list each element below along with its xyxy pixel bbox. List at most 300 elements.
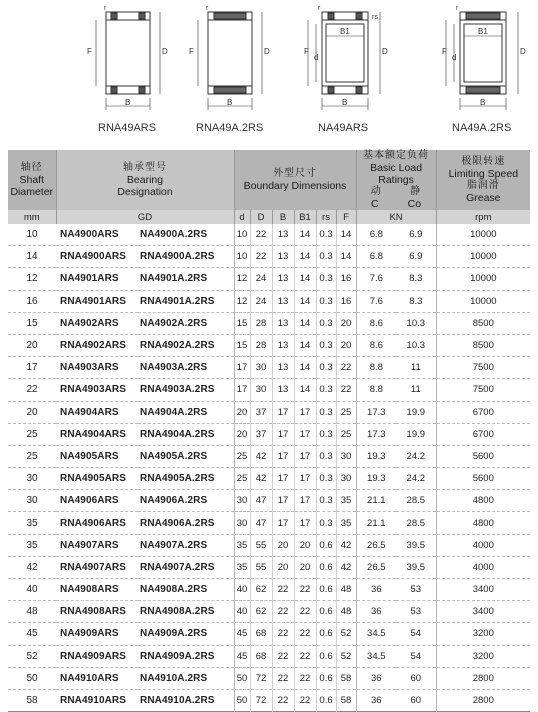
figure-dim-b: B bbox=[342, 98, 348, 107]
rs-cell: 0.3 bbox=[316, 401, 336, 423]
outer-d-cell: 62 bbox=[250, 601, 272, 623]
designation-ars-cell: NA4904ARS bbox=[56, 401, 138, 423]
header-dimensions bbox=[234, 150, 356, 210]
designation-ars-cell: NA4906ARS bbox=[56, 490, 138, 512]
outer-d-cell: 22 bbox=[250, 246, 272, 268]
f-cell: 25 bbox=[336, 423, 356, 445]
bore-d-cell: 50 bbox=[234, 689, 250, 711]
width-b1-cell: 17 bbox=[294, 401, 316, 423]
dynamic-load-cell: 19.3 bbox=[356, 445, 396, 467]
width-b-cell: 20 bbox=[272, 534, 294, 556]
bore-d-cell: 20 bbox=[234, 401, 250, 423]
bore-d-cell: 25 bbox=[234, 445, 250, 467]
f-cell: 16 bbox=[336, 268, 356, 290]
width-b-cell: 22 bbox=[272, 667, 294, 689]
designation-2rs-cell: NA4901A.2RS bbox=[138, 268, 234, 290]
bore-d-cell: 12 bbox=[234, 290, 250, 312]
dynamic-load-cell: 21.1 bbox=[356, 512, 396, 534]
figure-dim-r: r bbox=[104, 5, 107, 12]
bore-d-cell: 30 bbox=[234, 490, 250, 512]
width-b-cell: 20 bbox=[272, 556, 294, 578]
header-dimensions-cn: 外型尺寸 bbox=[273, 168, 318, 179]
figure-dim-f: F bbox=[87, 47, 92, 56]
figure-dim-f: F bbox=[442, 47, 447, 56]
f-cell: 14 bbox=[336, 246, 356, 268]
f-cell: 42 bbox=[336, 534, 356, 556]
rs-cell: 0.3 bbox=[316, 379, 336, 401]
limiting-speed-cell: 10000 bbox=[436, 224, 530, 246]
table-row bbox=[8, 534, 530, 556]
designation-2rs-cell: RNA4909A.2RS bbox=[138, 645, 234, 667]
unit-d: d bbox=[234, 210, 250, 224]
f-cell: 25 bbox=[336, 401, 356, 423]
header-load-c-cn: 动 bbox=[370, 186, 382, 197]
shaft-cell: 12 bbox=[8, 268, 56, 290]
bore-d-cell: 40 bbox=[234, 601, 250, 623]
dynamic-load-cell: 17.3 bbox=[356, 401, 396, 423]
limiting-speed-cell: 8500 bbox=[436, 334, 530, 356]
figure-dim-r: r bbox=[206, 5, 209, 12]
header-speed-cn: 极限转速 bbox=[461, 156, 506, 167]
table-row bbox=[8, 401, 530, 423]
designation-2rs-cell: NA4903A.2RS bbox=[138, 357, 234, 379]
header-grease-en: Grease bbox=[466, 192, 501, 204]
table-row bbox=[8, 579, 530, 601]
designation-2rs-cell: RNA4908A.2RS bbox=[138, 601, 234, 623]
figure-dim-d-outer: D bbox=[520, 47, 526, 56]
limiting-speed-cell: 10000 bbox=[436, 290, 530, 312]
figure-dim-d-outer: D bbox=[382, 47, 388, 56]
figure-dim-f: F bbox=[189, 47, 194, 56]
f-cell: 35 bbox=[336, 490, 356, 512]
limiting-speed-cell: 2800 bbox=[436, 689, 530, 711]
rs-cell: 0.6 bbox=[316, 689, 336, 711]
bore-d-cell: 50 bbox=[234, 667, 250, 689]
width-b-cell: 17 bbox=[272, 423, 294, 445]
outer-d-cell: 42 bbox=[250, 445, 272, 467]
table-row bbox=[8, 601, 530, 623]
table-header-row bbox=[8, 150, 530, 210]
f-cell: 20 bbox=[336, 334, 356, 356]
outer-d-cell: 68 bbox=[250, 623, 272, 645]
f-cell: 30 bbox=[336, 445, 356, 467]
static-load-cell: 6.9 bbox=[396, 246, 436, 268]
outer-d-cell: 62 bbox=[250, 579, 272, 601]
unit-rs: rs bbox=[316, 210, 336, 224]
outer-d-cell: 68 bbox=[250, 645, 272, 667]
width-b1-cell: 20 bbox=[294, 534, 316, 556]
bore-d-cell: 45 bbox=[234, 645, 250, 667]
figure-dim-r: r bbox=[318, 5, 321, 12]
header-grease-cn: 脂润滑 bbox=[466, 180, 500, 191]
rs-cell: 0.3 bbox=[316, 512, 336, 534]
outer-d-cell: 47 bbox=[250, 490, 272, 512]
bearing-spec-table bbox=[8, 150, 530, 712]
dynamic-load-cell: 36 bbox=[356, 689, 396, 711]
figure-dim-d: D bbox=[162, 47, 168, 56]
shaft-cell: 25 bbox=[8, 423, 56, 445]
header-shaft bbox=[8, 150, 56, 210]
bore-d-cell: 20 bbox=[234, 423, 250, 445]
static-load-cell: 39.5 bbox=[396, 534, 436, 556]
limiting-speed-cell: 7500 bbox=[436, 379, 530, 401]
width-b1-cell: 14 bbox=[294, 357, 316, 379]
figure-dim-b: B bbox=[480, 98, 486, 107]
header-speed-en: Limiting Speed bbox=[448, 168, 519, 180]
figure-dim-d-bore: d bbox=[314, 53, 319, 62]
table-row bbox=[8, 512, 530, 534]
width-b-cell: 22 bbox=[272, 689, 294, 711]
bore-d-cell: 12 bbox=[234, 268, 250, 290]
dynamic-load-cell: 19.3 bbox=[356, 468, 396, 490]
shaft-cell: 14 bbox=[8, 246, 56, 268]
outer-d-cell: 30 bbox=[250, 357, 272, 379]
rs-cell: 0.3 bbox=[316, 246, 336, 268]
unit-speed: rpm bbox=[436, 210, 530, 224]
outer-d-cell: 42 bbox=[250, 468, 272, 490]
designation-ars-cell: NA4905ARS bbox=[56, 445, 138, 467]
f-cell: 14 bbox=[336, 224, 356, 246]
designation-ars-cell: NA4900ARS bbox=[56, 224, 138, 246]
header-load-en: Basic Load Ratings bbox=[370, 162, 423, 186]
width-b-cell: 13 bbox=[272, 379, 294, 401]
rs-cell: 0.3 bbox=[316, 224, 336, 246]
limiting-speed-cell: 5600 bbox=[436, 468, 530, 490]
bore-d-cell: 10 bbox=[234, 246, 250, 268]
header-designation-en1: Bearing bbox=[126, 174, 164, 186]
shaft-cell: 45 bbox=[8, 623, 56, 645]
dynamic-load-cell: 7.6 bbox=[356, 290, 396, 312]
designation-2rs-cell: RNA4900A.2RS bbox=[138, 246, 234, 268]
dynamic-load-cell: 36 bbox=[356, 601, 396, 623]
f-cell: 58 bbox=[336, 667, 356, 689]
designation-2rs-cell: RNA4910A.2RS bbox=[138, 689, 234, 711]
figure-dim-b: B bbox=[227, 98, 233, 107]
f-cell: 48 bbox=[336, 579, 356, 601]
static-load-cell: 19.9 bbox=[396, 423, 436, 445]
unit-F: F bbox=[336, 210, 356, 224]
header-load-co: Co bbox=[407, 198, 422, 210]
bore-d-cell: 15 bbox=[234, 312, 250, 334]
width-b-cell: 17 bbox=[272, 401, 294, 423]
dynamic-load-cell: 8.8 bbox=[356, 379, 396, 401]
dynamic-load-cell: 17.3 bbox=[356, 423, 396, 445]
header-dimensions-en: Boundary Dimensions bbox=[243, 180, 347, 192]
shaft-cell: 20 bbox=[8, 401, 56, 423]
rs-cell: 0.3 bbox=[316, 490, 336, 512]
shaft-cell: 10 bbox=[8, 224, 56, 246]
table-row bbox=[8, 623, 530, 645]
table-row bbox=[8, 246, 530, 268]
dynamic-load-cell: 36 bbox=[356, 579, 396, 601]
dynamic-load-cell: 21.1 bbox=[356, 490, 396, 512]
designation-ars-cell: RNA4902ARS bbox=[56, 334, 138, 356]
designation-ars-cell: RNA4910ARS bbox=[56, 689, 138, 711]
figure-label: NA49ARS bbox=[318, 122, 369, 134]
unit-load: KN bbox=[356, 210, 436, 224]
outer-d-cell: 28 bbox=[250, 312, 272, 334]
width-b1-cell: 22 bbox=[294, 601, 316, 623]
figure-dim-b1: B1 bbox=[340, 27, 350, 36]
limiting-speed-cell: 7500 bbox=[436, 357, 530, 379]
figure-label: RNA49A.2RS bbox=[196, 122, 264, 134]
designation-ars-cell: NA4909ARS bbox=[56, 623, 138, 645]
limiting-speed-cell: 3200 bbox=[436, 645, 530, 667]
shaft-cell: 30 bbox=[8, 468, 56, 490]
designation-2rs-cell: NA4906A.2RS bbox=[138, 490, 234, 512]
width-b1-cell: 22 bbox=[294, 689, 316, 711]
header-load-cn: 基本额定负荷 bbox=[363, 150, 430, 161]
rs-cell: 0.6 bbox=[316, 579, 336, 601]
static-load-cell: 60 bbox=[396, 667, 436, 689]
f-cell: 16 bbox=[336, 290, 356, 312]
limiting-speed-cell: 4000 bbox=[436, 556, 530, 578]
designation-ars-cell: NA4903ARS bbox=[56, 357, 138, 379]
rs-cell: 0.6 bbox=[316, 667, 336, 689]
rs-cell: 0.6 bbox=[316, 645, 336, 667]
static-load-cell: 11 bbox=[396, 379, 436, 401]
figure-label: NA49A.2RS bbox=[452, 122, 512, 134]
dynamic-load-cell: 34.5 bbox=[356, 645, 396, 667]
table-row bbox=[8, 490, 530, 512]
outer-d-cell: 55 bbox=[250, 534, 272, 556]
dynamic-load-cell: 34.5 bbox=[356, 623, 396, 645]
width-b-cell: 22 bbox=[272, 601, 294, 623]
width-b1-cell: 14 bbox=[294, 268, 316, 290]
limiting-speed-cell: 10000 bbox=[436, 246, 530, 268]
static-load-cell: 10.3 bbox=[396, 334, 436, 356]
width-b-cell: 17 bbox=[272, 445, 294, 467]
width-b1-cell: 14 bbox=[294, 246, 316, 268]
width-b-cell: 17 bbox=[272, 512, 294, 534]
bore-d-cell: 17 bbox=[234, 379, 250, 401]
designation-ars-cell: RNA4907ARS bbox=[56, 556, 138, 578]
rs-cell: 0.3 bbox=[316, 468, 336, 490]
unit-B1: B1 bbox=[294, 210, 316, 224]
width-b1-cell: 17 bbox=[294, 423, 316, 445]
static-load-cell: 53 bbox=[396, 601, 436, 623]
static-load-cell: 19.9 bbox=[396, 401, 436, 423]
designation-2rs-cell: NA4907A.2RS bbox=[138, 534, 234, 556]
designation-2rs-cell: RNA4906A.2RS bbox=[138, 512, 234, 534]
table-row bbox=[8, 379, 530, 401]
width-b-cell: 13 bbox=[272, 357, 294, 379]
static-load-cell: 8.3 bbox=[396, 290, 436, 312]
designation-ars-cell: NA4907ARS bbox=[56, 534, 138, 556]
f-cell: 22 bbox=[336, 379, 356, 401]
outer-d-cell: 37 bbox=[250, 401, 272, 423]
header-load-c: C bbox=[371, 198, 379, 210]
rs-cell: 0.6 bbox=[316, 623, 336, 645]
f-cell: 35 bbox=[336, 512, 356, 534]
width-b-cell: 13 bbox=[272, 312, 294, 334]
table-row bbox=[8, 423, 530, 445]
static-load-cell: 24.2 bbox=[396, 445, 436, 467]
designation-ars-cell: RNA4909ARS bbox=[56, 645, 138, 667]
figure-dim-b1: B1 bbox=[478, 27, 488, 36]
rs-cell: 0.6 bbox=[316, 601, 336, 623]
figure-dim-rs: rs bbox=[372, 14, 378, 21]
designation-ars-cell: RNA4906ARS bbox=[56, 512, 138, 534]
limiting-speed-cell: 8500 bbox=[436, 312, 530, 334]
designation-ars-cell: NA4901ARS bbox=[56, 268, 138, 290]
rs-cell: 0.6 bbox=[316, 556, 336, 578]
static-load-cell: 11 bbox=[396, 357, 436, 379]
designation-2rs-cell: NA4908A.2RS bbox=[138, 579, 234, 601]
width-b-cell: 13 bbox=[272, 246, 294, 268]
table-row bbox=[8, 224, 530, 246]
table-units-row bbox=[8, 210, 530, 224]
shaft-cell: 30 bbox=[8, 490, 56, 512]
limiting-speed-cell: 10000 bbox=[436, 268, 530, 290]
designation-ars-cell: RNA4901ARS bbox=[56, 290, 138, 312]
rs-cell: 0.3 bbox=[316, 357, 336, 379]
table-row bbox=[8, 556, 530, 578]
table-row bbox=[8, 312, 530, 334]
width-b1-cell: 17 bbox=[294, 468, 316, 490]
width-b1-cell: 22 bbox=[294, 579, 316, 601]
width-b-cell: 13 bbox=[272, 268, 294, 290]
width-b-cell: 13 bbox=[272, 334, 294, 356]
limiting-speed-cell: 5600 bbox=[436, 445, 530, 467]
table-body bbox=[8, 224, 530, 712]
outer-d-cell: 24 bbox=[250, 268, 272, 290]
bore-d-cell: 40 bbox=[234, 579, 250, 601]
bore-d-cell: 45 bbox=[234, 623, 250, 645]
shaft-cell: 25 bbox=[8, 445, 56, 467]
width-b1-cell: 17 bbox=[294, 512, 316, 534]
table-row bbox=[8, 268, 530, 290]
dynamic-load-cell: 8.6 bbox=[356, 312, 396, 334]
dynamic-load-cell: 26.5 bbox=[356, 556, 396, 578]
width-b1-cell: 20 bbox=[294, 556, 316, 578]
f-cell: 22 bbox=[336, 357, 356, 379]
static-load-cell: 60 bbox=[396, 689, 436, 711]
outer-d-cell: 28 bbox=[250, 334, 272, 356]
designation-2rs-cell: RNA4902A.2RS bbox=[138, 334, 234, 356]
outer-d-cell: 37 bbox=[250, 423, 272, 445]
width-b1-cell: 14 bbox=[294, 312, 316, 334]
rs-cell: 0.3 bbox=[316, 290, 336, 312]
f-cell: 52 bbox=[336, 623, 356, 645]
width-b-cell: 17 bbox=[272, 490, 294, 512]
unit-shaft: mm bbox=[8, 210, 56, 224]
dynamic-load-cell: 8.6 bbox=[356, 334, 396, 356]
designation-2rs-cell: RNA4901A.2RS bbox=[138, 290, 234, 312]
limiting-speed-cell: 4000 bbox=[436, 534, 530, 556]
rs-cell: 0.3 bbox=[316, 423, 336, 445]
dynamic-load-cell: 6.8 bbox=[356, 224, 396, 246]
static-load-cell: 54 bbox=[396, 645, 436, 667]
designation-ars-cell: NA4908ARS bbox=[56, 579, 138, 601]
width-b1-cell: 14 bbox=[294, 334, 316, 356]
designation-2rs-cell: NA4905A.2RS bbox=[138, 445, 234, 467]
width-b1-cell: 14 bbox=[294, 379, 316, 401]
limiting-speed-cell: 2800 bbox=[436, 667, 530, 689]
width-b1-cell: 14 bbox=[294, 290, 316, 312]
bore-d-cell: 15 bbox=[234, 334, 250, 356]
designation-ars-cell: RNA4900ARS bbox=[56, 246, 138, 268]
f-cell: 20 bbox=[336, 312, 356, 334]
width-b-cell: 13 bbox=[272, 290, 294, 312]
unit-D: D bbox=[250, 210, 272, 224]
static-load-cell: 10.3 bbox=[396, 312, 436, 334]
rs-cell: 0.3 bbox=[316, 312, 336, 334]
designation-ars-cell: RNA4908ARS bbox=[56, 601, 138, 623]
header-shaft-cn: 轴径 bbox=[20, 162, 43, 173]
designation-2rs-cell: RNA4904A.2RS bbox=[138, 423, 234, 445]
f-cell: 58 bbox=[336, 689, 356, 711]
outer-d-cell: 30 bbox=[250, 379, 272, 401]
shaft-cell: 50 bbox=[8, 667, 56, 689]
figure-dim-r: r bbox=[456, 5, 459, 12]
table-row bbox=[8, 689, 530, 711]
bore-d-cell: 35 bbox=[234, 534, 250, 556]
shaft-cell: 22 bbox=[8, 379, 56, 401]
bore-d-cell: 30 bbox=[234, 512, 250, 534]
f-cell: 52 bbox=[336, 645, 356, 667]
rs-cell: 0.3 bbox=[316, 334, 336, 356]
header-load-ratings bbox=[356, 150, 436, 210]
limiting-speed-cell: 6700 bbox=[436, 401, 530, 423]
limiting-speed-cell: 4800 bbox=[436, 512, 530, 534]
dynamic-load-cell: 36 bbox=[356, 667, 396, 689]
designation-ars-cell: NA4902ARS bbox=[56, 312, 138, 334]
outer-d-cell: 24 bbox=[250, 290, 272, 312]
static-load-cell: 24.2 bbox=[396, 468, 436, 490]
table-row bbox=[8, 445, 530, 467]
table-row bbox=[8, 645, 530, 667]
designation-2rs-cell: RNA4905A.2RS bbox=[138, 468, 234, 490]
width-b-cell: 17 bbox=[272, 468, 294, 490]
shaft-cell: 16 bbox=[8, 290, 56, 312]
dynamic-load-cell: 7.6 bbox=[356, 268, 396, 290]
shaft-cell: 48 bbox=[8, 601, 56, 623]
shaft-cell: 35 bbox=[8, 534, 56, 556]
designation-2rs-cell: NA4910A.2RS bbox=[138, 667, 234, 689]
static-load-cell: 8.3 bbox=[396, 268, 436, 290]
width-b1-cell: 17 bbox=[294, 445, 316, 467]
shaft-cell: 15 bbox=[8, 312, 56, 334]
limiting-speed-cell: 6700 bbox=[436, 423, 530, 445]
outer-d-cell: 55 bbox=[250, 556, 272, 578]
bore-d-cell: 35 bbox=[234, 556, 250, 578]
static-load-cell: 6.9 bbox=[396, 224, 436, 246]
table-row bbox=[8, 290, 530, 312]
width-b-cell: 22 bbox=[272, 623, 294, 645]
width-b1-cell: 22 bbox=[294, 667, 316, 689]
shaft-cell: 58 bbox=[8, 689, 56, 711]
table-row bbox=[8, 357, 530, 379]
f-cell: 42 bbox=[336, 556, 356, 578]
table-row bbox=[8, 468, 530, 490]
dynamic-load-cell: 8.8 bbox=[356, 357, 396, 379]
width-b1-cell: 17 bbox=[294, 490, 316, 512]
limiting-speed-cell: 3400 bbox=[436, 579, 530, 601]
f-cell: 48 bbox=[336, 601, 356, 623]
width-b1-cell: 14 bbox=[294, 224, 316, 246]
designation-ars-cell: RNA4904ARS bbox=[56, 423, 138, 445]
designation-ars-cell: RNA4903ARS bbox=[56, 379, 138, 401]
shaft-cell: 52 bbox=[8, 645, 56, 667]
rs-cell: 0.6 bbox=[316, 534, 336, 556]
bore-d-cell: 10 bbox=[234, 224, 250, 246]
designation-2rs-cell: RNA4903A.2RS bbox=[138, 379, 234, 401]
width-b1-cell: 22 bbox=[294, 623, 316, 645]
header-designation-cn: 轴承型号 bbox=[123, 162, 167, 173]
width-b-cell: 22 bbox=[272, 579, 294, 601]
rs-cell: 0.3 bbox=[316, 268, 336, 290]
